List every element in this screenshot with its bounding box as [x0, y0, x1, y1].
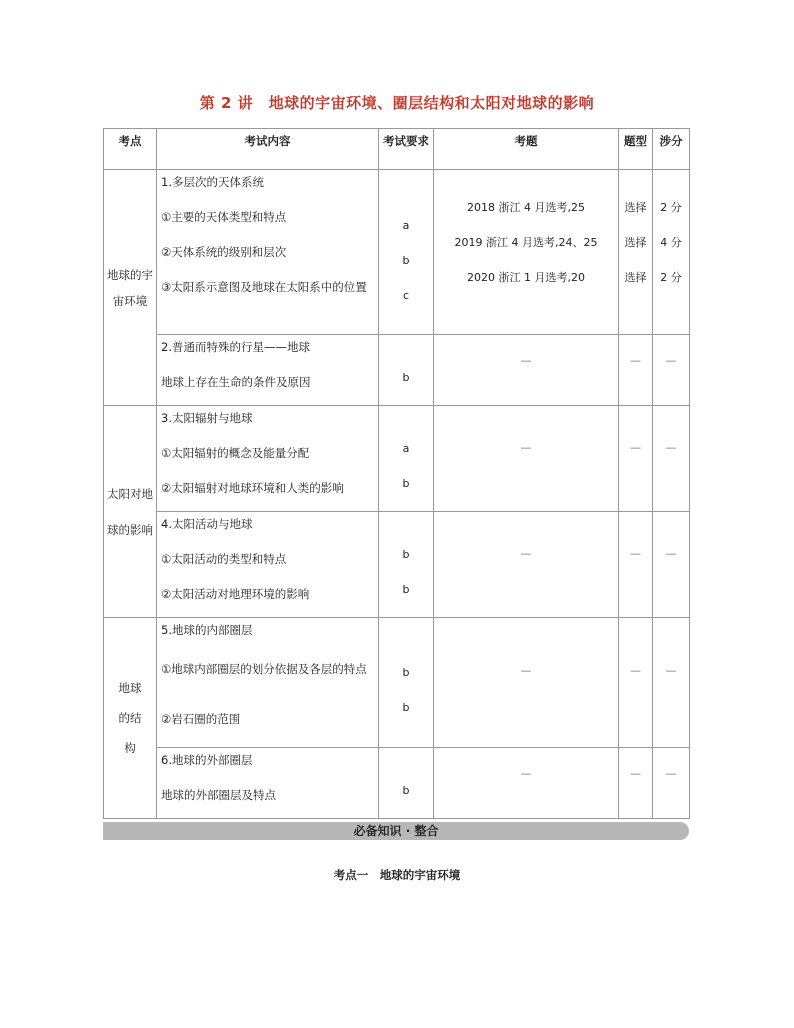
requirement-cell	[379, 748, 434, 819]
question-type: 选择	[624, 271, 647, 284]
exam-cell	[434, 618, 619, 748]
requirement-cell	[379, 335, 434, 406]
topic-cell	[104, 170, 157, 406]
type-cell	[619, 748, 653, 819]
table-row	[104, 618, 690, 748]
requirement-cell	[379, 406, 434, 512]
requirement-value: c	[402, 289, 410, 302]
table-row	[104, 748, 690, 819]
type-cell	[619, 335, 653, 406]
question-type: —	[630, 441, 641, 454]
topic-cell	[104, 406, 157, 618]
exam-reference: —	[520, 441, 532, 454]
score-value: 2 分	[660, 201, 682, 214]
requirement-value: b	[402, 371, 410, 384]
question-type: —	[630, 354, 641, 367]
content-line: 地球的外部圈层及特点	[161, 788, 276, 802]
topic-label: 地球的结构	[118, 681, 142, 755]
score-cell	[653, 406, 690, 512]
requirement-value: a	[402, 442, 410, 455]
exam-syllabus-table	[103, 128, 690, 819]
content-line: 1.多层次的天体系统	[161, 175, 264, 189]
table-row	[104, 335, 690, 406]
content-line: ①地球内部圈层的划分依据及各层的特点	[161, 662, 367, 676]
type-cell	[619, 170, 653, 335]
requirement-value: b	[402, 701, 410, 714]
content-cell	[157, 748, 379, 819]
content-line: 4.太阳活动与地球	[161, 517, 253, 531]
exam-reference: —	[520, 354, 532, 367]
question-type: —	[630, 664, 641, 677]
content-line: ②太阳活动对地理环境的影响	[161, 587, 310, 601]
score-value: —	[665, 354, 677, 367]
score-value: 2 分	[660, 271, 682, 284]
requirement-value: b	[402, 548, 410, 561]
header-type: 题型	[619, 129, 653, 170]
requirement-cell	[379, 618, 434, 748]
score-value: 4 分	[660, 236, 682, 249]
requirement-value: b	[402, 254, 410, 267]
section-subheading: 考点一 地球的宇宙环境	[333, 868, 461, 882]
topic-label: 地球的宇宙环境	[107, 267, 153, 308]
score-value: —	[665, 547, 677, 560]
header-content: 考试内容	[157, 129, 379, 170]
exam-reference: —	[520, 547, 532, 560]
requirement-value: a	[402, 219, 410, 232]
content-line: ②岩石圈的范围	[161, 712, 241, 726]
type-cell	[619, 618, 653, 748]
exam-reference: 2018 浙江 4 月选考,25	[467, 201, 585, 214]
content-line: 3.太阳辐射与地球	[161, 411, 253, 425]
header-kaodian: 考点	[104, 129, 157, 170]
score-cell	[653, 512, 690, 618]
requirement-value: b	[402, 477, 410, 490]
exam-cell	[434, 406, 619, 512]
exam-cell	[434, 512, 619, 618]
content-line: ②天体系统的级别和层次	[161, 245, 287, 259]
exam-cell	[434, 748, 619, 819]
requirement-value: b	[402, 583, 410, 596]
content-line: ①太阳辐射的概念及能量分配	[161, 446, 310, 460]
exam-cell	[434, 335, 619, 406]
score-value: —	[665, 664, 677, 677]
content-line: ①太阳活动的类型和特点	[161, 552, 287, 566]
exam-reference: —	[520, 664, 532, 677]
score-value: —	[665, 441, 677, 454]
exam-cell	[434, 170, 619, 335]
content-cell	[157, 406, 379, 512]
content-line: ③太阳系示意图及地球在太阳系中的位置	[161, 280, 367, 294]
content-cell	[157, 512, 379, 618]
content-line: 2.普通而特殊的行星——地球	[161, 340, 310, 354]
content-line: ②太阳辐射对地球环境和人类的影响	[161, 481, 344, 495]
table-row	[104, 170, 690, 335]
content-line: 地球上存在生命的条件及原因	[161, 375, 311, 389]
question-type: 选择	[624, 236, 647, 249]
score-cell	[653, 618, 690, 748]
table-row	[104, 512, 690, 618]
content-line: 5.地球的内部圈层	[161, 623, 253, 637]
header-requirement: 考试要求	[379, 129, 434, 170]
requirement-cell	[379, 170, 434, 335]
type-cell	[619, 406, 653, 512]
header-exam: 考题	[434, 129, 619, 170]
content-line: ①主要的天体类型和特点	[161, 210, 287, 224]
table-header-row	[104, 129, 690, 170]
question-type: 选择	[624, 201, 647, 214]
score-cell	[653, 748, 690, 819]
section-banner: 必备知识 · 整合	[103, 822, 689, 840]
table-row	[104, 406, 690, 512]
exam-reference: 2020 浙江 1 月选考,20	[467, 271, 585, 284]
topic-label: 太阳对地球的影响	[107, 486, 153, 537]
exam-reference: 2019 浙江 4 月选考,24、25	[454, 236, 598, 249]
score-value: —	[665, 767, 677, 780]
type-cell	[619, 512, 653, 618]
lesson-title: 第 2 讲 地球的宇宙环境、圈层结构和太阳对地球的影响	[199, 94, 595, 112]
exam-reference: —	[520, 767, 532, 780]
question-type: —	[630, 547, 641, 560]
requirement-value: b	[402, 784, 410, 797]
score-cell	[653, 335, 690, 406]
content-cell	[157, 335, 379, 406]
requirement-value: b	[402, 666, 410, 679]
content-cell	[157, 170, 379, 335]
score-cell	[653, 170, 690, 335]
content-line: 6.地球的外部圈层	[161, 753, 253, 767]
topic-cell	[104, 618, 157, 819]
header-score: 涉分	[653, 129, 690, 170]
requirement-cell	[379, 512, 434, 618]
content-cell	[157, 618, 379, 748]
question-type: —	[630, 767, 641, 780]
